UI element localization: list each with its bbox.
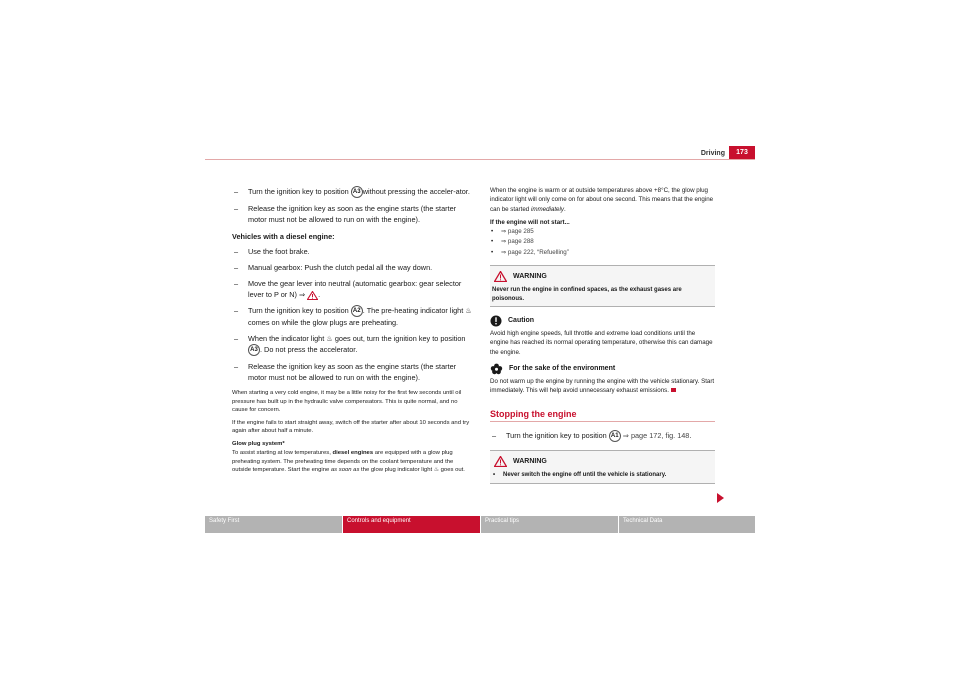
glow-paragraph: To assist starting at low temperatures, diesel engines are equipped with a glow plug preheating system. The preheating time depends on the coolant temperature and the outside temperature. Start the engine as soon as the glow plug indicator light ♨ goes out. — [232, 450, 465, 474]
reference-list — [490, 227, 715, 257]
instruction-step: – Release the ignition key as soon as the engine starts (the starter motor must not be allowed to run on with the engine). — [234, 204, 457, 225]
warning-box-stationary — [490, 450, 715, 485]
stop-step: – Turn the ignition key to position A1 ⇒ page 172, fig. 148. — [490, 430, 715, 442]
warning-box-exhaust — [490, 265, 715, 307]
instruction-step: – Manual gearbox: Push the clutch pedal all the way down. — [234, 263, 433, 273]
caution-icon — [490, 315, 502, 327]
instruction-step: – Turn the ignition key to position A2 . The pre-heating indicator light ♨ comes on while the glow plugs are preheating. — [234, 306, 472, 328]
notes — [232, 389, 472, 475]
continue-arrow-icon — [717, 493, 724, 503]
tab-safety-first[interactable]: Safety First — [205, 516, 342, 533]
warning-title: WARNING — [513, 457, 547, 465]
instruction-step: – Move the gear lever into neutral (automatic gearbox: gear selector lever to P or N) ⇒ . — [234, 279, 462, 300]
section-title-stopping: Stopping the engine — [490, 410, 715, 422]
cold-engine-note: When starting a very cold engine, it may be a little noisy for the first few seconds until oil pressure has built up in the hydraulic valve compensators. This is quite normal, and no cause for concern. — [232, 390, 462, 414]
right-column — [490, 186, 715, 490]
section-end-marker — [671, 388, 676, 392]
tab-technical-data[interactable]: Technical Data — [619, 516, 755, 533]
position-callout: A2 — [351, 305, 363, 317]
footer-nav — [205, 516, 755, 533]
reference-item[interactable]: • ⇒ page 288 — [491, 238, 534, 246]
not-start-heading: If the engine will not start... — [490, 218, 570, 226]
fail-start-note: If the engine fails to start straight away, switch off the starter after about 10 seconds and try again after about half a minute. — [232, 419, 470, 435]
steps-top — [232, 186, 472, 225]
warning-title: WARNING — [513, 272, 547, 280]
instruction-step: – Release the ignition key as soon as the engine starts (the starter motor must not be allowed to run on with the engine). — [234, 362, 457, 383]
tab-practical-tips[interactable]: Practical tips — [481, 516, 618, 533]
position-callout: A1 — [609, 430, 621, 442]
caution-heading: Caution — [490, 315, 715, 327]
steps-diesel — [232, 246, 472, 383]
environment-flower-icon — [490, 363, 503, 375]
environment-text: Do not warm up the engine by running the engine with the vehicle stationary. Start immediately. This will help avoid unnecessary exhaust emissions. — [490, 377, 715, 395]
diesel-heading: Vehicles with a diesel engine: — [232, 232, 335, 242]
instruction-step: – Turn the ignition key to position A3 without pressing the acceler-ator. — [232, 186, 472, 198]
tab-controls-equipment[interactable]: Controls and equipment — [343, 516, 480, 533]
position-callout: A3 — [351, 186, 363, 198]
environment-heading: For the sake of the environment — [490, 363, 715, 375]
page-title: Driving — [700, 150, 725, 157]
warning-bullet: • Never switch the engine off until the vehicle is stationary. — [493, 471, 667, 478]
warning-text: Never run the engine in confined spaces, as the exhaust gases are poisonous. — [492, 287, 682, 302]
instruction-step: – When the indicator light ♨ goes out, turn the ignition key to position A3 . Do not press the accelerator. — [232, 333, 472, 356]
page-number: 173 — [729, 146, 755, 159]
reference-item[interactable]: • ⇒ page 285 — [491, 228, 534, 236]
warning-triangle-icon — [494, 456, 507, 467]
glow-heading: Glow plug system* — [232, 440, 285, 447]
reference-item[interactable]: • ⇒ page 222, “Refuelling” — [491, 248, 569, 256]
warning-triangle-icon — [494, 271, 507, 282]
page-reference-link[interactable]: ⇒ page 172, fig. 148 — [622, 430, 690, 440]
instruction-step: – Use the foot brake. — [234, 247, 310, 257]
warning-triangle-icon — [307, 291, 318, 300]
position-callout: A3 — [248, 344, 260, 356]
caution-text: Avoid high engine speeds, full throttle and extreme load conditions until the engine has reached its normal operating temperature, otherwise this can damage the engine. — [490, 330, 713, 356]
warm-engine-paragraph: When the engine is warm or at outside temperatures above +8°C, the glow plug indicator light will only come on for about one second. This means that the engine can be started immediately. — [490, 187, 714, 213]
left-column — [232, 186, 472, 479]
header-rule — [205, 159, 755, 160]
